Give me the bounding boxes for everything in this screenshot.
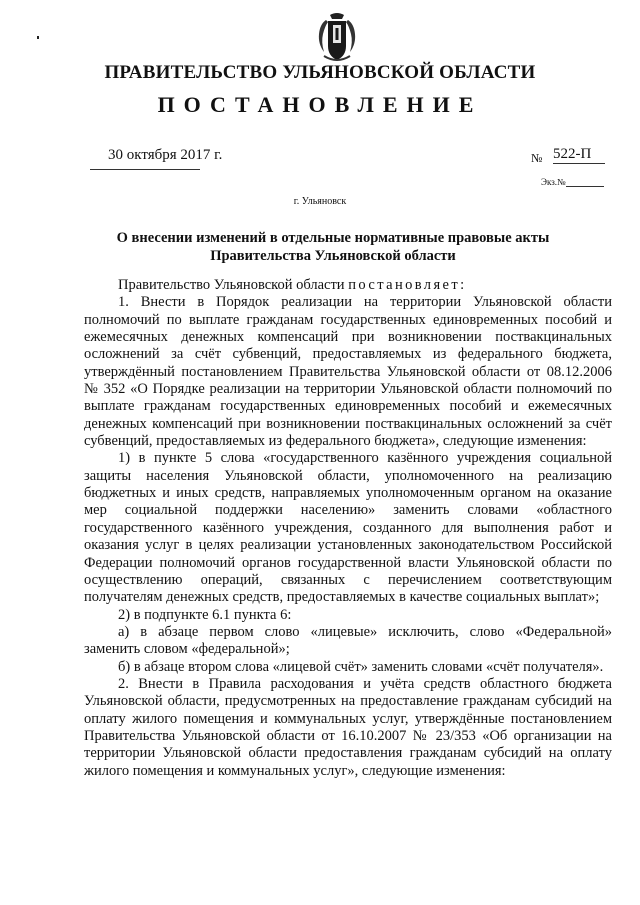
paragraph-2: 2. Внести в Правила расходования и учёта средств областного бюджета Ульяновской области, предусмотренных на предоставление гражданам субсидий на оплату жилого помещения и коммунальных услуг, утверждённые постановлением Правительства Ульяновской области от 16.10.2007 № 23/353 «Об организации на территории Ульяновской области предоставления гражданам субсидий на оплату жилого помещения и коммунальных услуг», следующие изменения: — [84, 675, 612, 779]
title-line-2: Правительства Ульяновской области — [210, 248, 456, 264]
number-label: № — [531, 151, 543, 165]
document-number: 522-П — [553, 146, 592, 162]
intro-lead: Правительство Ульяновской области — [118, 277, 349, 293]
document-type: ПОСТАНОВЛЕНИЕ — [157, 92, 483, 117]
coat-of-arms-emblem — [316, 12, 358, 64]
scan-mark — [37, 36, 39, 39]
copy-number-label: Экз.№ — [541, 177, 566, 187]
title-line-1: О внесении изменений в отдельные нормативные правовые акты — [116, 230, 550, 246]
document-date: 30 октября 2017 г. — [108, 147, 223, 163]
paragraph-1-item-1: 1) в пункте 5 слова «государственного казённого учреждения социальной защиты населения Ульяновской области, уполномоченного на реализацию бюджетных и иных средств, направляемых уполномоченным органом на оказание мер социальной поддержки населению» заменить словами «областного государственного казённого учреждения, созданного для выполнения работ и оказания услуг в целях реализации установленных законодательством Российской Федерации полномочий органов государственной власти Ульяновской области по осуществлению операций, связанных с перечислением соответствующим получателям денежных средств, предоставляемых в качестве социальных выплат»; — [84, 450, 612, 606]
paragraph-1-item-2b: б) в абзаце втором слова «лицевой счёт» заменить словами «счёт получателя». — [118, 658, 604, 675]
intro-paragraph — [84, 277, 612, 294]
date-underline — [90, 169, 200, 170]
city: г. Ульяновск — [293, 196, 347, 207]
document-body — [84, 277, 612, 780]
government-name: ПРАВИТЕЛЬСТВО УЛЬЯНОВСКОЙ ОБЛАСТИ — [104, 62, 536, 83]
paragraph-1-item-2: 2) в подпункте 6.1 пункта 6: — [118, 606, 292, 623]
intro-decrees: постановляет: — [348, 277, 467, 293]
paragraph-1-item-2a: а) в абзаце первом слово «лицевые» исключить, слово «Федеральной» заменить словом «федеральной»; — [84, 623, 612, 658]
document-title — [90, 229, 576, 265]
paragraph-1: 1. Внести в Порядок реализации на территории Ульяновской области полномочий по выплате гражданам государственных единовременных пособий и ежемесячных денежных компенсаций при возникновении поствакцинальных осложнений за счёт субвенций, предоставляемых из федерального бюджета, утверждённый постановлением Правительства Ульяновской области от 08.12.2006 № 352 «О Порядке реализации на территории Ульяновской области полномочий по выплате гражданам государственных единовременных пособий и ежемесячных денежных компенсаций при возникновении поствакцинальных осложнений за счёт субвенций, предоставляемых из федерального бюджета», следующие изменения: — [84, 294, 612, 450]
copy-number-underline — [566, 186, 604, 187]
number-underline — [553, 163, 605, 164]
